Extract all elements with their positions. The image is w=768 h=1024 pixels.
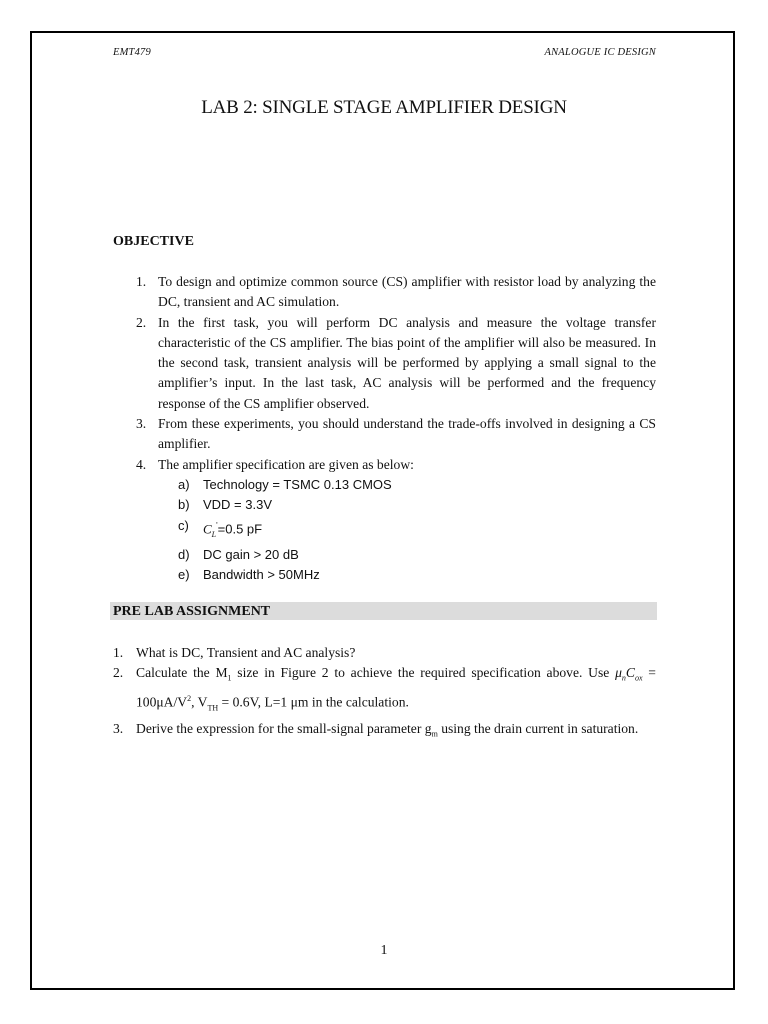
objective-list xyxy=(113,272,656,585)
oxide-cap-symbol: C xyxy=(625,665,635,681)
prelab-item-text: Derive the expression for the small-signal parameter g xyxy=(136,720,432,736)
mobility-symbol: μ xyxy=(615,665,622,681)
spec-text: VDD = 3.3V xyxy=(203,497,273,513)
m1-subscript: 1 xyxy=(227,674,232,684)
prelab-heading: PRE LAB ASSIGNMENT xyxy=(113,604,271,619)
objective-item xyxy=(113,272,656,313)
prelab-item xyxy=(113,719,656,745)
mobility-subscript: n xyxy=(621,674,626,684)
objective-item-text: The amplifier specification are given as below: xyxy=(158,456,414,472)
objective-item-text: In the first task, you will perform DC analysis and measure the voltage transfer characteristic of the CS amplifier. The bias point of the amplifier will also be measured. In the second task, transient analysis will be performed by applying a small signal to the amplifier’s input. In the last task, AC analysis will be performed and the frequency response of the CS amplifier observed. xyxy=(158,314,656,411)
prelab-item-number: 2. xyxy=(113,665,124,681)
vth-subscript: TH xyxy=(207,703,219,713)
page-number: 1 xyxy=(380,943,388,958)
objective-item-number: 4. xyxy=(136,456,147,472)
gm-subscript: m xyxy=(431,729,438,739)
objective-item-text: From these experiments, you should understand the trade-offs involved in designing a CS amplifier. xyxy=(158,416,656,452)
spec-letter: c) xyxy=(178,517,189,533)
load-capacitance-symbol: C xyxy=(203,520,212,536)
prelab-item-text: , V xyxy=(191,694,208,710)
prelab-list xyxy=(113,643,656,745)
oxide-cap-subscript: ox xyxy=(634,674,643,684)
objective-item-number: 3. xyxy=(136,416,147,432)
spec-text: Technology = TSMC 0.13 CMOS xyxy=(203,476,392,492)
prelab-item-number: 1. xyxy=(113,645,124,660)
spec-letter: e) xyxy=(178,567,190,583)
spec-item xyxy=(158,495,656,515)
spec-item xyxy=(158,475,656,495)
document-title: LAB 2: SINGLE STAGE AMPLIFIER DESIGN xyxy=(201,97,567,118)
load-capacitance-prime: ' xyxy=(216,520,218,530)
objective-item-text: To design and optimize common source (CS) amplifier with resistor load by analyzing the DC, transient and AC simulation. xyxy=(158,274,656,310)
spec-item xyxy=(158,565,656,585)
prelab-item-text: What is DC, Transient and AC analysis? xyxy=(136,645,356,660)
header-course-title: ANALOGUE IC DESIGN xyxy=(544,47,656,58)
spec-item xyxy=(158,516,656,545)
prelab-item-text: using the drain current in saturation. xyxy=(437,720,639,736)
objective-item xyxy=(113,313,656,414)
spec-text: Bandwidth > 50MHz xyxy=(203,567,320,583)
spec-list xyxy=(158,475,656,585)
prelab-item-number: 3. xyxy=(113,720,124,736)
spec-text: =0.5 pF xyxy=(217,520,263,536)
objective-item xyxy=(113,455,656,586)
prelab-item xyxy=(113,663,656,719)
objective-item-number: 2. xyxy=(136,314,147,330)
spec-letter: d) xyxy=(178,546,190,562)
objective-item-number: 1. xyxy=(136,274,147,289)
spec-letter: a) xyxy=(178,476,190,492)
prelab-item-text: = 100μA/V xyxy=(136,665,656,710)
spec-text: DC gain > 20 dB xyxy=(203,546,299,562)
exponent: 2 xyxy=(187,694,192,704)
objective-heading: OBJECTIVE xyxy=(113,234,194,249)
spec-letter: b) xyxy=(178,497,190,513)
prelab-item xyxy=(113,643,656,663)
prelab-item-text: Calculate the M xyxy=(136,665,228,681)
objective-item xyxy=(113,414,656,455)
prelab-item-text: = 0.6V, L=1 μm in the calculation. xyxy=(218,694,409,710)
spec-item xyxy=(158,545,656,565)
header-course-code: EMT479 xyxy=(113,47,151,58)
prelab-item-text: size in Figure 2 to achieve the required specification above. Use xyxy=(231,665,610,681)
load-capacitance-subscript: L xyxy=(211,529,217,539)
